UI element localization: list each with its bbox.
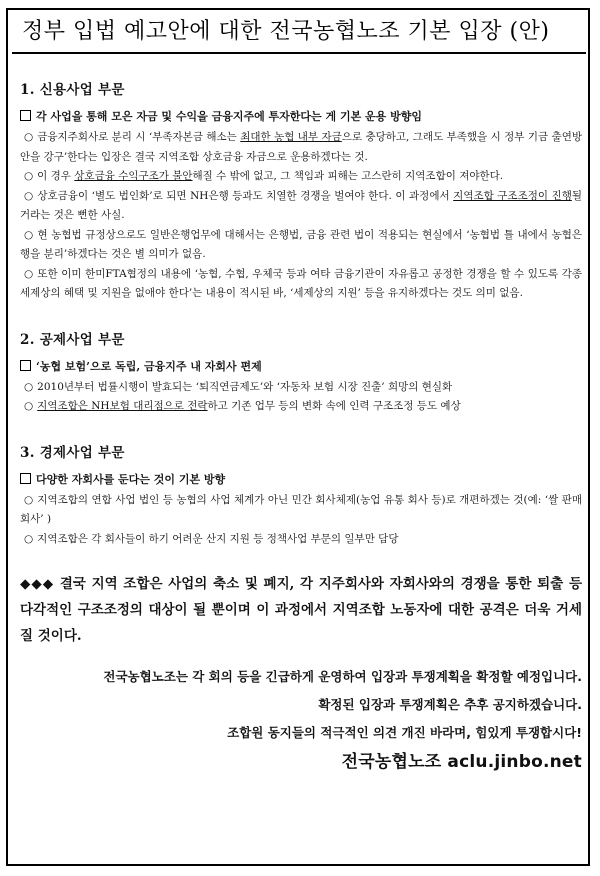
circle-bullet-icon: ○ [24, 532, 34, 545]
organization-name: 전국농협노조 aclu.jinbo.net [341, 751, 582, 772]
list-item: ○ 지역조합은 각 회사들이 하기 어려운 산지 지원 등 정책사업 부문의 일부만 담당 [24, 532, 399, 545]
subheading-economic: 다양한 자회사를 둔다는 것이 기본 방향 [20, 471, 582, 487]
list-item: ○ 금융지주회사로 분리 시 ‘부족자본금 해소는 최대한 농협 내부 자금으로 충당하고, 그래도 부족했을 시 정부 기금 출연방안을 강구’한다는 입장은 결국 지역조합 상호금융 자금으로 운용하겠다는 것. [20, 131, 582, 163]
circle-bullet-icon: ○ [24, 189, 34, 202]
list-item: ○ 지역조합은 NH보험 대리점으로 전락하고 기존 업무 등의 변화 속에 인력 구조조정 등도 예상 [24, 400, 461, 412]
circle-bullet-icon: ○ [24, 400, 34, 412]
circle-bullet-icon: ○ [24, 131, 34, 143]
list-item: ○ 2010년부터 법률시행이 발효되는 ‘퇴직연금제도’와 ‘자동차 보험 시장 진출’ 희망의 현실화 [24, 380, 453, 393]
list-item: ○ 이 경우 상호금융 수익구조가 불안해질 수 밖에 없고, 그 책임과 피해는 고스란히 지역조합이 져야한다. [24, 170, 504, 182]
circle-bullet-icon: ○ [24, 380, 34, 393]
list-item: ○ 상호금융이 ‘별도 법인화’로 되면 NH은행 등과도 치열한 경쟁을 벌여야 한다. 이 과정에서 지역조합 구조조정이 진행될 거라는 것은 뻔한 사실. [20, 189, 582, 221]
section-heading-credit: 1. 신용사업 부문 [20, 82, 125, 98]
section-heading-economic: 3. 경제사업 부문 [20, 444, 125, 461]
circle-bullet-icon: ○ [24, 493, 34, 506]
subheading-insurance: ‘농협 보험’으로 독립, 금융지주 내 자회사 편제 [20, 358, 582, 374]
section-heading-insurance: 2. 공제사업 부문 [20, 331, 125, 348]
document-body [20, 68, 582, 772]
list-item: ○ 또한 이미 한미FTA협정의 내용에 ‘농협, 수협, 우체국 등과 여타 금융기관이 자유롭고 공정한 경쟁을 할 수 있도록 각종 세제상의 혜택 및 지원을 없애야 한다’는 내용이 적시된 바, ‘세제상의 지원’ 등을 유지하겠다는 것도 의미 없음. [20, 267, 582, 299]
checkbox-icon [20, 110, 31, 121]
list-item: ○ 현 농협법 규정상으로도 일반은행업무에 대해서는 은행법, 금융 관련 법이 적용되는 현실에서 ‘농협법 틀 내에서 농협은행을 분리’하겠다는 것은 별 의미가 없음. [20, 228, 582, 260]
checkbox-icon [20, 473, 31, 484]
signoff-line-2: 확정된 입장과 투쟁계획은 추후 공지하겠습니다. [318, 696, 582, 712]
circle-bullet-icon: ○ [24, 267, 34, 280]
conclusion-paragraph: ◆◆◆ 결국 지역 조합은 사업의 축소 및 폐지, 각 지주회사와 자회사와의 경쟁을 통한 퇴출 등 다각적인 구조조정의 대상이 될 뿐이며 이 과정에서 지역조합 노동자에 대한 공격은 더욱 거세질 것이다. [20, 576, 582, 644]
signoff-line-1: 전국농협노조는 각 회의 등을 긴급하게 운영하여 입장과 투쟁계획을 확정할 예정입니다. [103, 668, 582, 684]
signoff-line-3: 조합원 동지들의 적극적인 의견 개진 바라며, 힘있게 투쟁합시다! [227, 724, 582, 740]
circle-bullet-icon: ○ [24, 170, 34, 182]
circle-bullet-icon: ○ [24, 228, 34, 241]
diamond-marks-icon: ◆◆◆ [20, 576, 55, 592]
signoff-block [20, 663, 582, 747]
checkbox-icon [20, 360, 31, 371]
subheading-credit: 각 사업을 통해 모은 자금 및 수익을 금융지주에 투자한다는 게 기본 운용 방향임 [20, 108, 582, 124]
list-item: ○ 지역조합의 연합 사업 법인 등 농협의 사업 체계가 아닌 민간 회사체제(농업 유통 회사 등)로 개편하겠는 것(예: ‘쌀 판매회사’ ) [20, 493, 582, 525]
page-title: 정부 입법 예고안에 대한 전국농협노조 기본 입장 (안) [12, 14, 586, 54]
